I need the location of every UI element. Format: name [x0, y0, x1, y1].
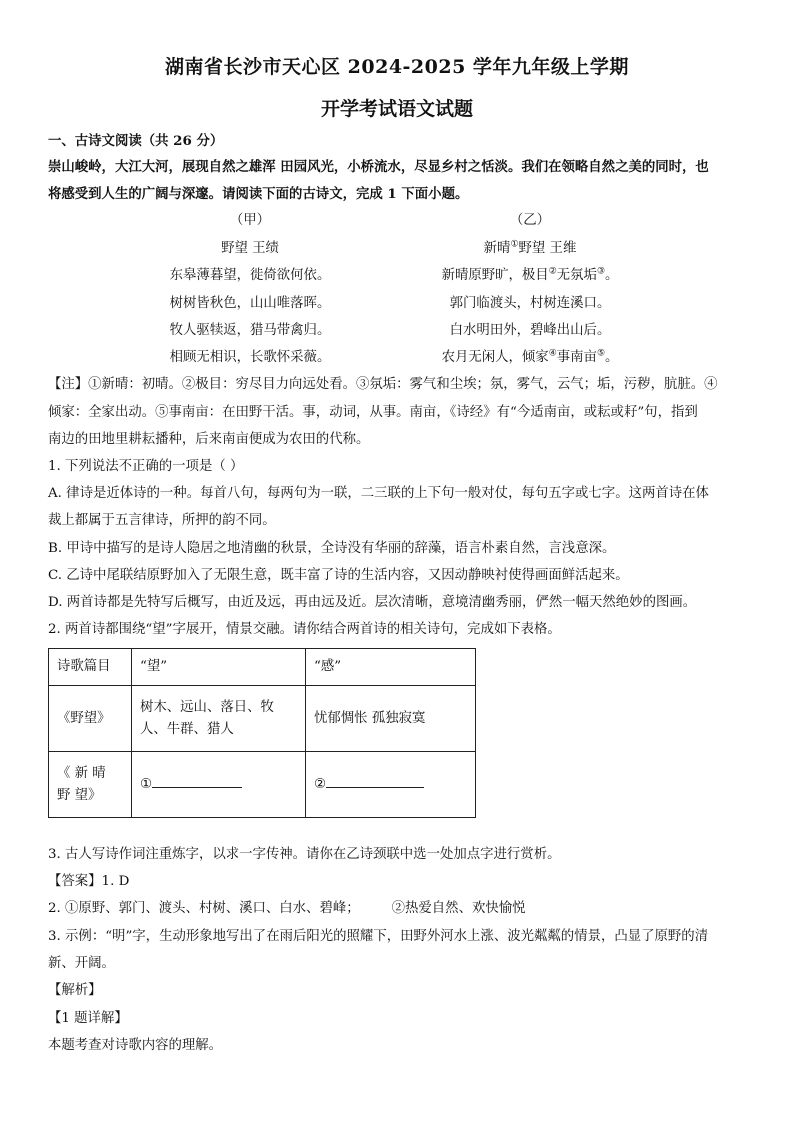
q1-option-d: D. 两首诗都是先特写后概写，由近及远，再由远及近。层次清晰，意境清幽秀丽，俨然一幅天然绝妙的图画。	[48, 595, 697, 610]
section-heading: 一、古诗文阅读（共 26 分）	[48, 133, 224, 149]
poem-b-line1-pre: 新晴原野旷，极目	[441, 268, 549, 283]
note-marker: ①	[510, 239, 519, 250]
poem-b-label: （乙）	[509, 213, 551, 228]
poem-b-line3: 白水明田外，碧峰出山后。	[449, 323, 611, 338]
table-cell-poem-a: 《野望》	[49, 686, 132, 752]
poem-a-line4: 相顾无相识，长歌怀采薇。	[169, 350, 331, 365]
q1-option-a-line2: 裁上都属于五言律诗，所押的韵不同。	[48, 513, 276, 528]
answer-3-line2: 新、开阔。	[48, 956, 115, 971]
poem-a-label: （甲）	[229, 213, 271, 228]
section-intro-line2: 将感受到人生的广阔与深邃。请阅读下面的古诗文，完成 1 下面小题。	[48, 186, 469, 202]
q1-option-c: C. 乙诗中尾联结原野加入了无限生意，既丰富了诗的生活内容，又因动静映衬使得画面鲜活起来。	[48, 568, 629, 583]
table-header-poem: 诗歌篇目	[49, 649, 132, 686]
answer-blank-1[interactable]	[152, 773, 242, 788]
poem-a-line2: 树树皆秋色，山山唯落晖。	[169, 296, 331, 311]
poem-a-line1: 东皋薄暮望，徙倚欲何依。	[169, 268, 331, 283]
notes-line1: 【注】①新晴：初晴。②极目：穷尽目力向远处看。③氛垢：雾气和尘埃；氛，雾气，云气；垢，污秽，肮脏。④	[48, 377, 718, 392]
answer-2-part2: ②热爱自然、欢快愉悦	[391, 901, 526, 916]
note-marker: ③	[596, 266, 606, 277]
notes-line2: 倾家：全家出动。⑤事南亩：在田野干活。事，动词，从事。南亩，《诗经》有“今适南亩，或耘或耔”句，指到	[48, 405, 698, 420]
blank-marker-2: ②	[314, 777, 327, 792]
poem-b-title-post: 野望 王维	[518, 241, 577, 256]
answer-blank-2[interactable]	[326, 773, 424, 788]
answer-label: 【答案】1. D	[48, 874, 130, 889]
poem-b-title	[410, 240, 650, 258]
poem-b-line4-pre: 农月无闲人，倾家	[441, 350, 549, 365]
q1-option-a-line1: A. 律诗是近体诗的一种。每首八句，每两句为一联，二三联的上下句一般对仗，每句五字或七字。这两首诗在体	[48, 486, 709, 501]
poem-b-title-pre: 新晴	[483, 241, 511, 256]
analysis-text1: 本题考查对诗歌内容的理解。	[48, 1038, 223, 1053]
poem-b-line4	[410, 349, 650, 367]
q1-option-b: B. 甲诗中描写的是诗人隐居之地清幽的秋景，全诗没有华丽的辞藻，语言朴素自然，言浅意深。	[48, 541, 616, 556]
q2-table	[48, 648, 476, 818]
poem-a-title: 野望 王绩	[221, 241, 279, 256]
table-cell-poem-b-feel[interactable]	[306, 752, 476, 818]
answer-2-part1: 2. ①原野、郭门、渡头、村树、溪口、白水、碧峰；	[48, 901, 360, 916]
poem-b-line1-post: 。	[605, 268, 619, 283]
blank-marker-1: ①	[140, 777, 153, 792]
q3-stem: 3. 古人写诗作词注重炼字，以求一字传神。请你在乙诗颈联中选一处加点字进行赏析。	[48, 847, 561, 862]
note-marker: ⑤	[596, 348, 606, 359]
table-header-look: “望”	[132, 649, 306, 686]
table-header-feel: “感”	[306, 649, 476, 686]
document-title: 湖南省长沙市天心区 2024-2025 学年九年级上学期	[165, 56, 629, 78]
section-intro-line1: 崇山峻岭，大江大河，展现自然之雄浑 田园风光，小桥流水，尽显乡村之恬淡。我们在领略自然之美的同时，也	[48, 159, 709, 175]
poem-b-line1	[410, 267, 650, 285]
note-marker: ②	[548, 266, 557, 277]
table-cell-poem-b: 《 新 晴 野 望》	[49, 752, 132, 818]
q2-stem: 2. 两首诗都围绕“望”字展开，情景交融。请你结合两首诗的相关诗句，完成如下表格。	[48, 622, 561, 637]
poem-a-line3: 牧人驱犊返，猎马带禽归。	[169, 323, 331, 338]
answer-2	[48, 900, 526, 918]
table-cell-poem-a-look: 树木、远山、落日、牧人、牛群、猎人	[132, 686, 306, 752]
analysis-sub1: 【1 题详解】	[48, 1011, 128, 1026]
poem-b-line4-mid: 事南亩	[556, 350, 597, 365]
table-cell-poem-a-feel: 忧郁惆怅 孤独寂寞	[306, 686, 476, 752]
poem-b-line2: 郭门临渡头，村树连溪口。	[449, 296, 611, 311]
analysis-label: 【解析】	[48, 983, 102, 998]
document-subtitle: 开学考试语文试题	[320, 98, 473, 120]
poem-b-line1-mid: 无氛垢	[556, 268, 597, 283]
notes-line3: 南边的田地里耕耘播种，后来南亩便成为农田的代称。	[48, 432, 370, 447]
answer-3-line1: 3. 示例：“明”字，生动形象地写出了在雨后阳光的照耀下，田野外河水上涨、波光粼粼的情景，凸显了原野的清	[48, 929, 709, 944]
q1-stem: 1. 下列说法不正确的一项是（ ）	[48, 459, 244, 474]
poem-b-line4-post: 。	[605, 350, 619, 365]
note-marker: ④	[548, 348, 557, 359]
table-cell-poem-b-look[interactable]	[132, 752, 306, 818]
